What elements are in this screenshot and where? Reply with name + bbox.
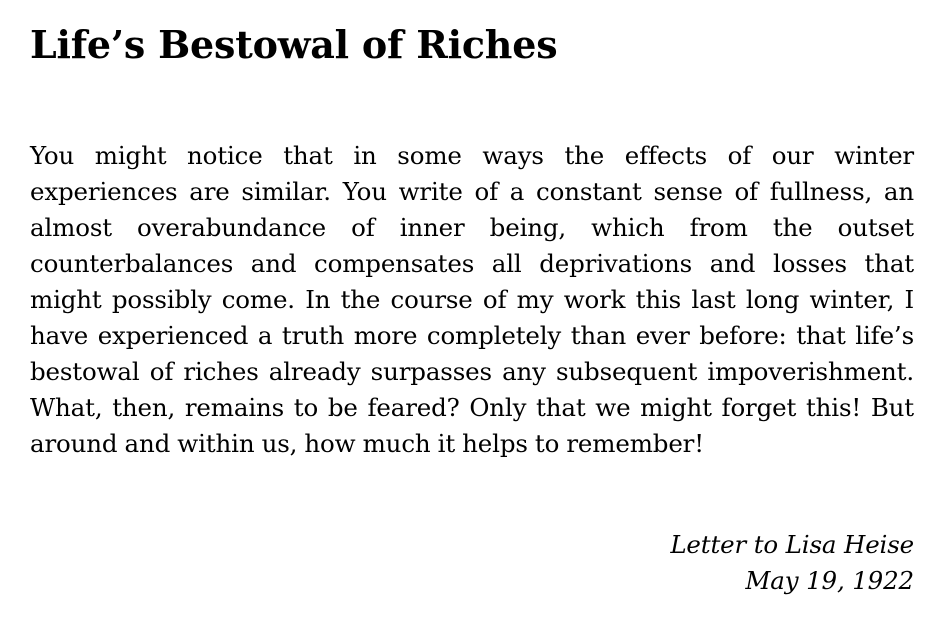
body-paragraph: You might notice that in some ways the effects of our winter experiences are similar. You write of a constant sense of fullness, an almost overabundance of inner being, which from the outset counterbalances and compensates all deprivations and losses that might possibly come. In the course of my work this last long winter, I have experienced a truth more completely than ever before: that life’s bestowal of riches already surpasses any subsequent impoverishment. What, then, remains to be feared? Only that we might forget this! But around and within us, how much it helps to remember! [30, 141, 914, 458]
attribution-source: Letter to Lisa Heise [670, 530, 914, 559]
document-title: Life’s Bestowal of Riches [30, 22, 558, 67]
document-page [30, 0, 914, 635]
attribution [670, 527, 914, 599]
attribution-date: May 19, 1922 [745, 566, 914, 595]
